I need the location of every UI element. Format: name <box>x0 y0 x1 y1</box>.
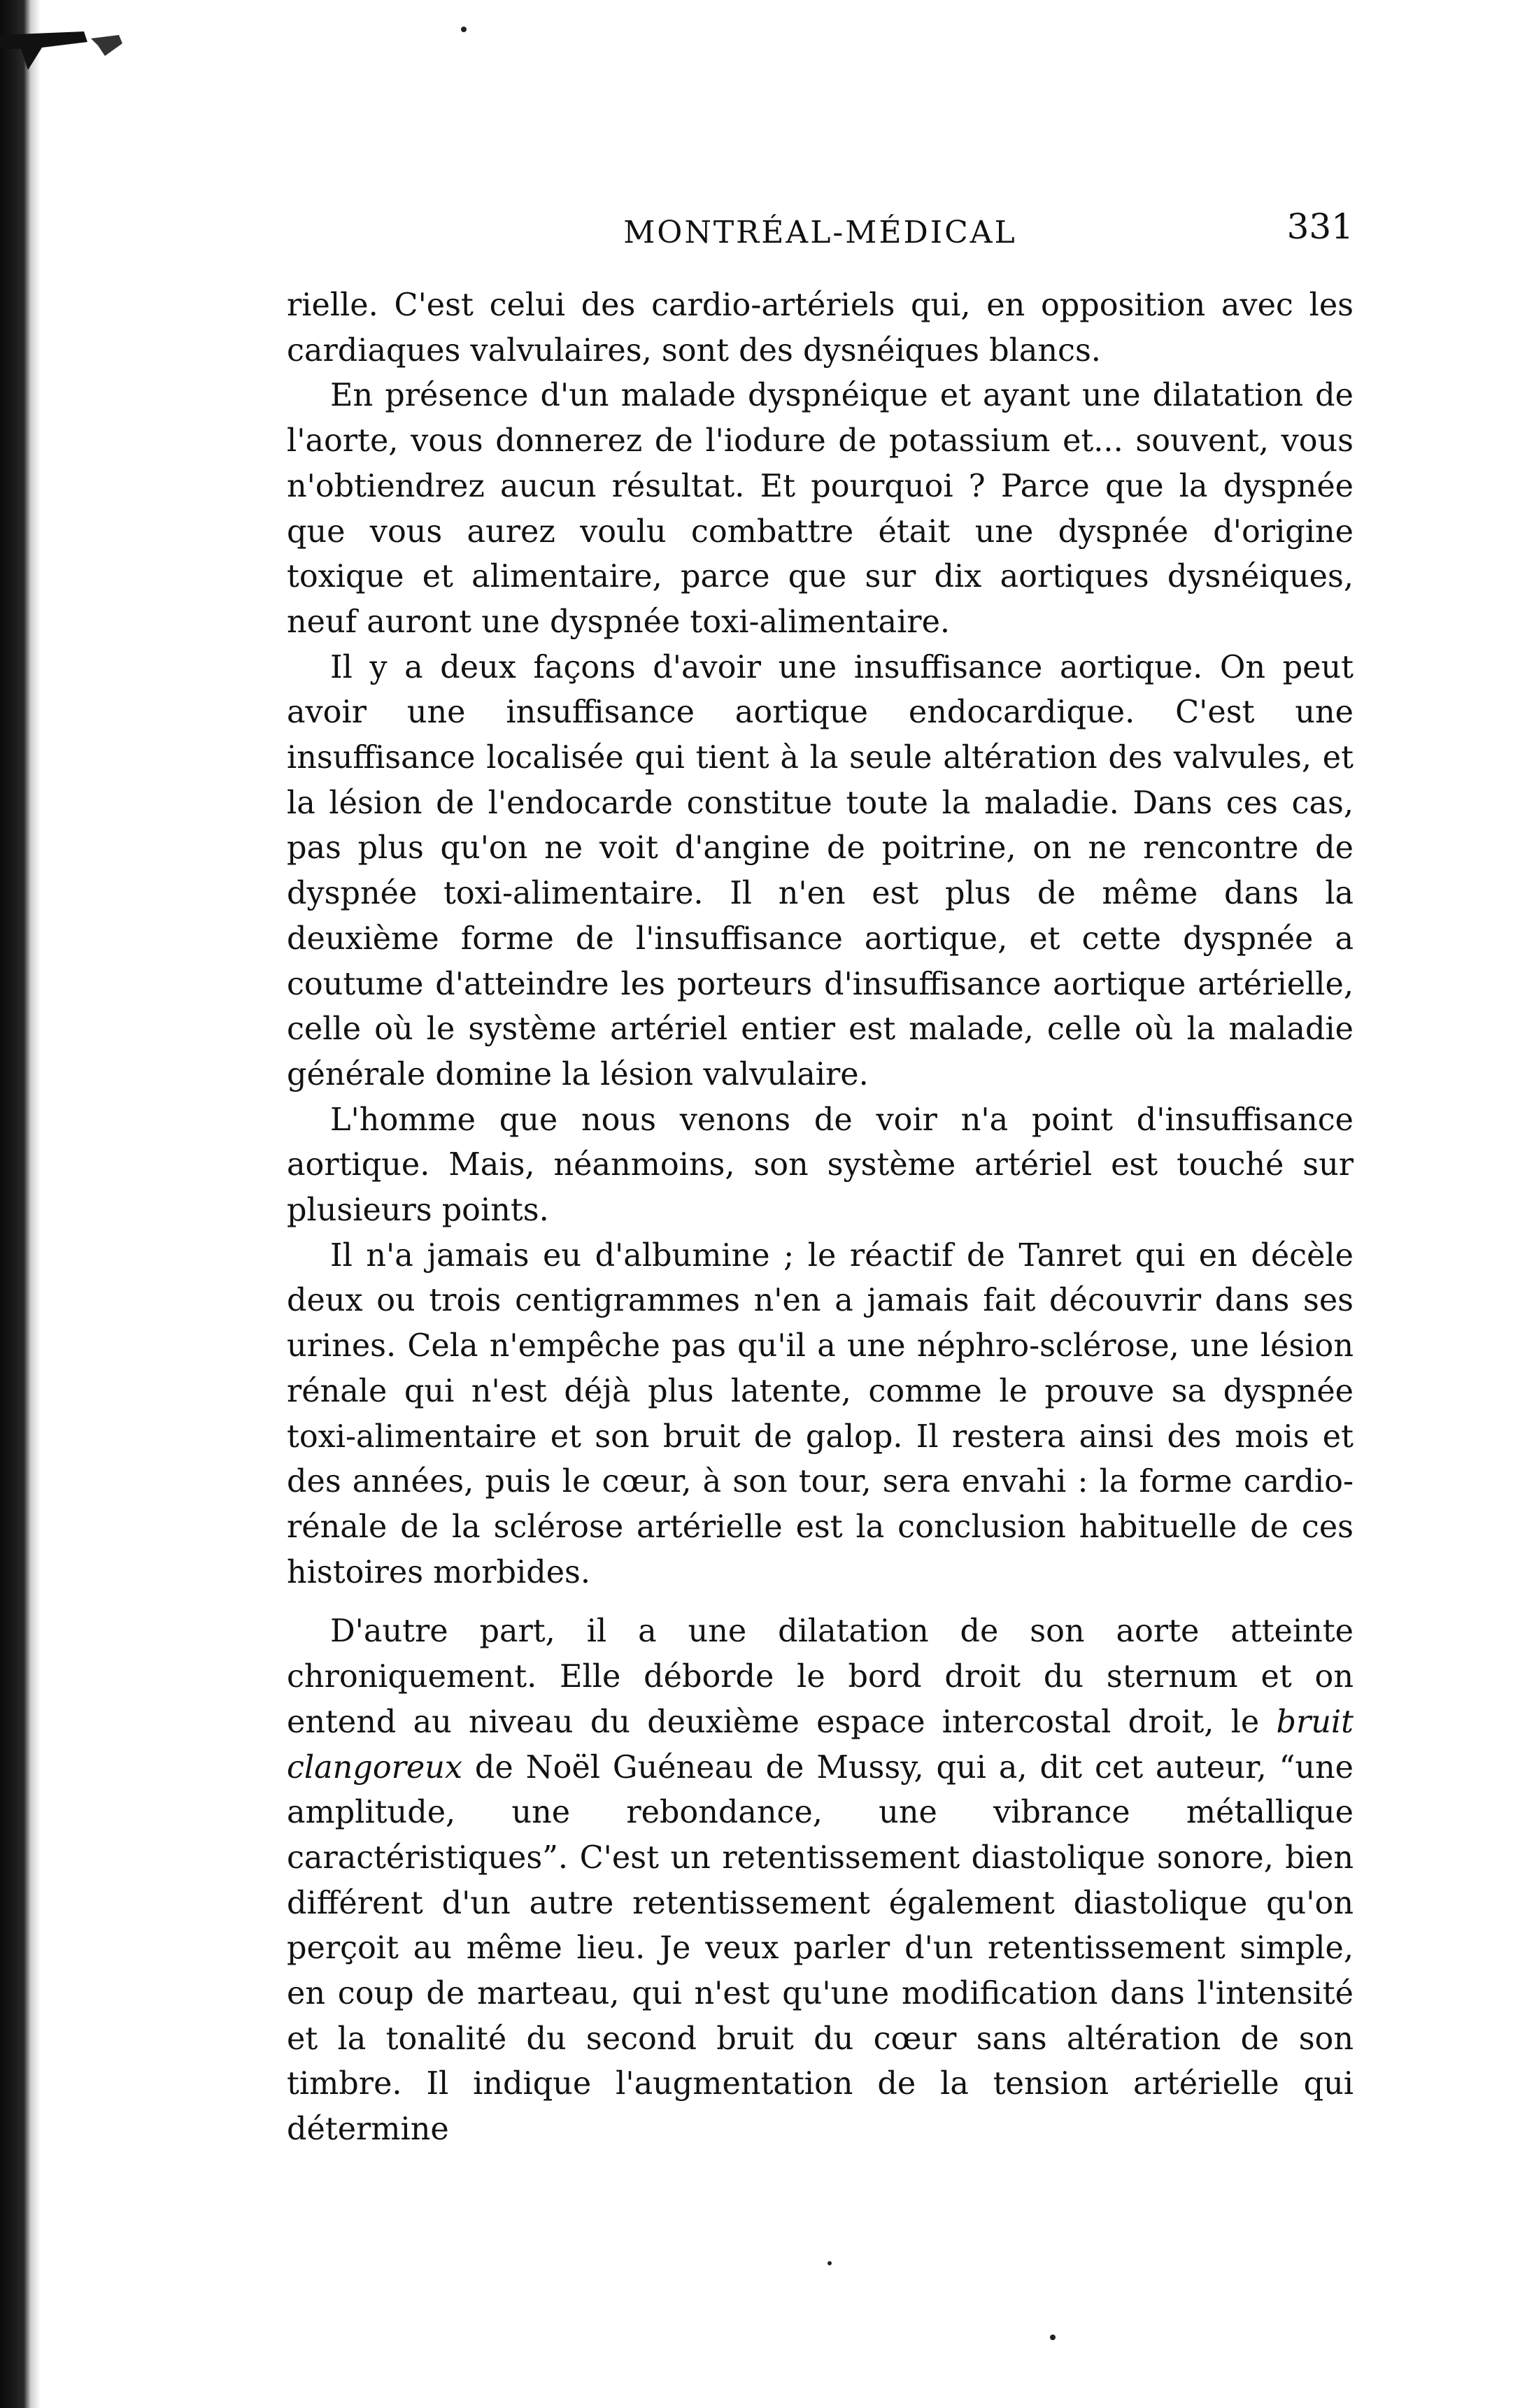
paragraph: Il n'a jamais eu d'albumine ; le réactif de Tanret qui en décèle deux ou trois centigrammes n'en a jamais fait découvrir dans ses urines. Cela n'empêche pas qu'il a une néphro-sclérose, une lésion rénale qui n'est déjà plus latente, comme le prouve sa dyspnée toxi-alimentaire et son bruit de galop. Il restera ainsi des mois et des années, puis le cœur, à son tour, sera envahi : la forme cardio-rénale de la sclérose artérielle est la conclusion habituelle de ces histoires morbides. <box>287 1237 1354 1590</box>
running-title: MONTRÉAL-MÉDICAL <box>623 215 1017 250</box>
scan-speck <box>461 27 467 32</box>
italic-term: bruit clangoreux <box>287 1704 1354 1786</box>
paragraph: rielle. C'est celui des cardio-artériels qui, en opposition avec les cardiaques valvulaires, sont des dysnéiques blancs. <box>287 287 1354 369</box>
scan-speck <box>828 2261 832 2265</box>
paragraph: En présence d'un malade dyspnéique et ayant une dilatation de l'aorte, vous donnerez de l'iodure de potassium et... souvent, vous n'obtiendrez aucun résultat. Et pourquoi ? Parce que la dyspnée que vous aurez voulu combattre était une dyspnée d'origine toxique et alimentaire, parce que sur dix aortiques dysnéiques, neuf auront une dyspnée toxi-alimentaire. <box>287 378 1354 640</box>
paragraph: L'homme que nous venons de voir n'a point d'insuffisance aortique. Mais, néanmoins, son système artériel est touché sur plusieurs points. <box>287 1102 1354 1229</box>
scan-speck <box>1050 2335 1056 2340</box>
paragraph: Il y a deux façons d'avoir une insuffisance aortique. On peut avoir une insuffisance aortique endocardique. C'est une insuffisance localisée qui tient à la seule altération des valvules, et la lésion de l'endocarde constitue toute la maladie. Dans ces cas, pas plus qu'on ne voit d'angine de poitrine, on ne rencontre de dyspnée toxi-alimentaire. Il n'en est plus de même dans la deuxième forme de l'insuffisance aortique, et cette dyspnée a coutume d'atteindre les porteurs d'insuffisance aortique artérielle, celle où le système artériel entier est malade, celle où la maladie générale domine la lésion valvulaire. <box>287 649 1354 1092</box>
scan-binding-edge <box>0 0 43 2408</box>
page <box>287 199 1354 2153</box>
scan-binding-artifact <box>0 28 161 91</box>
body-text <box>287 283 1354 2153</box>
paragraph-text: D'autre part, il a une dilatation de son aorte atteinte chroniquement. Elle déborde le bord droit du sternum et on entend au niveau du deuxième espace intercostal droit, le <box>287 1613 1354 1740</box>
paragraph-final <box>287 1609 1354 2152</box>
paragraph-text: de Noël Guéneau de Mussy, qui a, dit cet auteur, “une amplitude, une rebondance, une vibrance métallique caractéristiques”. C'est un retentissement diastolique sonore, bien différent d'un autre retentissement également diastolique qu'on perçoit au même lieu. Je veux parler d'un retentissement simple, en coup de marteau, qui n'est qu'une modification dans l'intensité et la tonalité du second bruit du cœur sans altération de son timbre. Il indique l'augmentation de la tension artérielle qui détermine <box>287 1749 1354 2148</box>
running-head <box>287 199 1354 283</box>
page-number: 331 <box>1286 206 1354 247</box>
